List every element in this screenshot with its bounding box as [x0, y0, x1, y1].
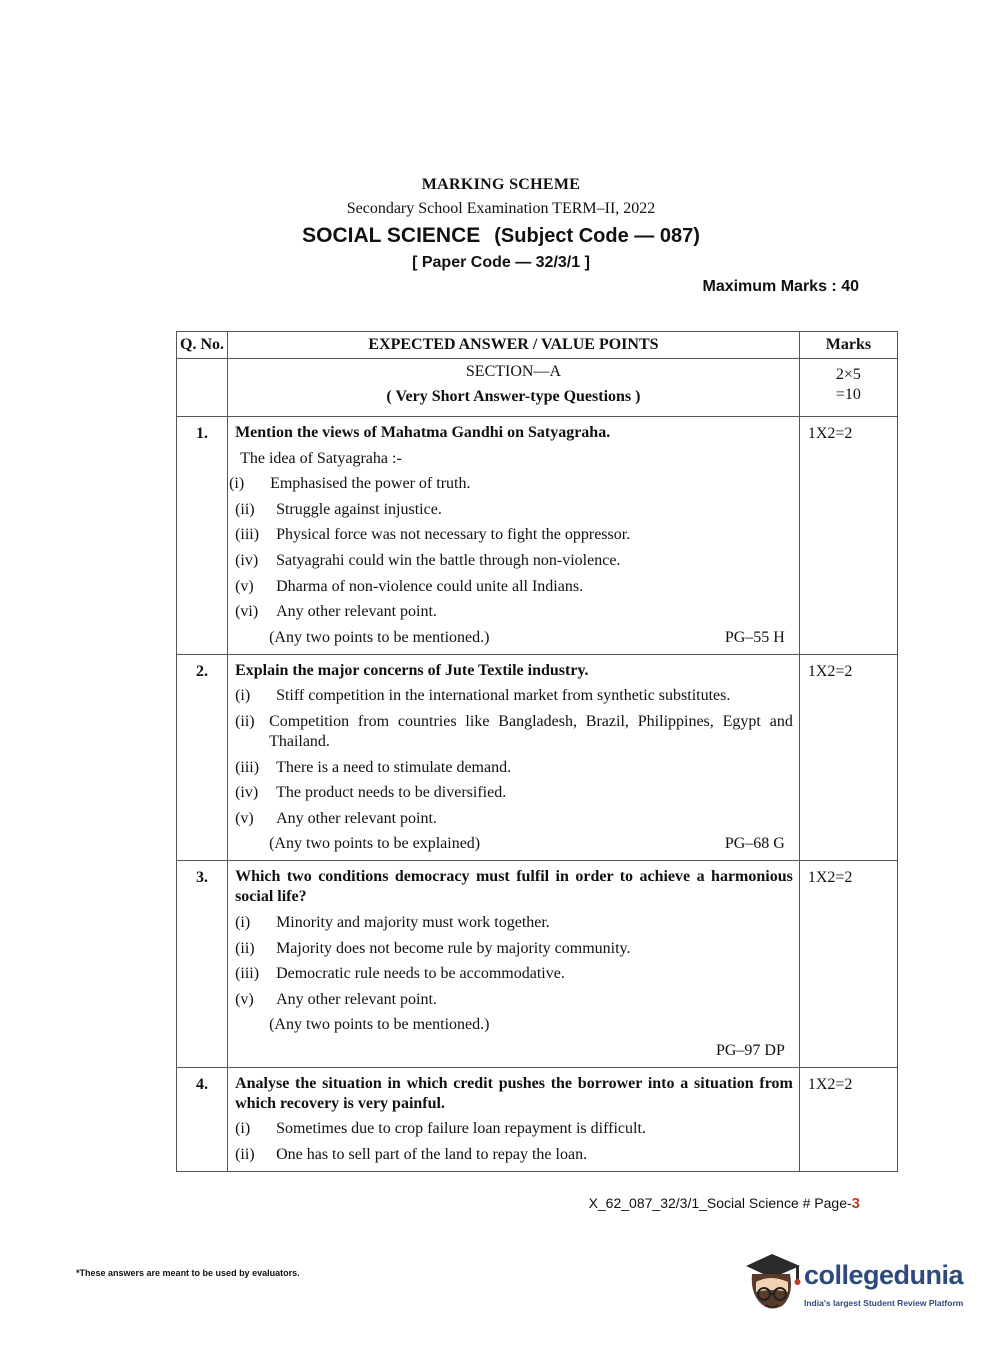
point-number: (ii)	[235, 500, 255, 518]
point-text: Competition from countries like Bangladesh, Brazil, Philippines, Egypt and Thailand.	[269, 712, 793, 750]
list-item	[235, 939, 793, 959]
table-row	[177, 1067, 898, 1171]
logo-name: collegedunia	[804, 1260, 964, 1290]
point-text: Any other relevant point.	[276, 809, 437, 827]
list-item	[235, 809, 793, 829]
question-number: 2.	[177, 654, 228, 861]
answer-cell	[228, 1067, 800, 1171]
list-item	[235, 964, 793, 984]
question-number: 1.	[177, 417, 228, 655]
list-item	[229, 474, 793, 494]
footer-page-code	[589, 1195, 860, 1212]
page-number: 3	[851, 1195, 860, 1212]
point-number: (iii)	[235, 526, 260, 544]
point-text: Stiff competition in the international market from synthetic substitutes.	[276, 687, 731, 705]
point-number: (iii)	[235, 758, 260, 776]
point-number: (i)	[235, 1120, 251, 1138]
list-item	[235, 500, 793, 520]
header-marks: Marks	[799, 332, 897, 359]
point-text: One has to sell part of the land to repay the loan.	[276, 1146, 588, 1164]
point-text: Majority does not become rule by majority community.	[276, 939, 631, 957]
answer-cell	[228, 654, 800, 861]
question-text: Which two conditions democracy must fulfil in order to achieve a harmonious social life?	[235, 868, 793, 906]
page-reference: PG–97 DP	[715, 1041, 785, 1059]
subject-name: SOCIAL SCIENCE	[302, 224, 481, 247]
point-number: (v)	[235, 577, 254, 595]
list-item	[235, 525, 793, 545]
point-text: Democratic rule needs to be accommodative.	[276, 965, 565, 983]
section-marks	[799, 359, 897, 417]
list-item	[235, 1145, 793, 1165]
point-text: The product needs to be diversified.	[276, 784, 507, 802]
point-number: (vi)	[235, 603, 259, 621]
point-text: Sometimes due to crop failure loan repayment is difficult.	[276, 1120, 646, 1138]
point-number: (ii)	[235, 939, 255, 957]
note-text: (Any two points to be mentioned.)	[269, 628, 490, 646]
section-cell	[228, 359, 800, 417]
question-number: 3.	[177, 861, 228, 1068]
answer-note: (Any two points to be mentioned.)	[269, 1016, 490, 1034]
point-number: (iii)	[235, 965, 260, 983]
list-item	[235, 913, 793, 933]
note-text: (Any two points to be explained)	[269, 835, 481, 853]
point-number: (iv)	[235, 551, 259, 569]
marking-table	[176, 331, 898, 1172]
point-text: Struggle against injustice.	[276, 500, 442, 518]
exam-name: Secondary School Examination TERM–II, 2022	[346, 200, 656, 217]
graduate-mascot-icon	[742, 1248, 804, 1318]
list-item	[235, 712, 793, 752]
point-number: (iv)	[235, 784, 259, 802]
point-text: Any other relevant point.	[276, 990, 437, 1008]
point-text: Any other relevant point.	[276, 603, 437, 621]
answer-cell	[228, 417, 800, 655]
point-number: (ii)	[235, 1146, 255, 1164]
answer-note	[235, 834, 793, 854]
section-marks-line1: 2×5	[835, 366, 861, 383]
list-item	[235, 1119, 793, 1139]
list-item	[235, 577, 793, 597]
point-text: Satyagrahi could win the battle through non-violence.	[276, 551, 621, 569]
paper-code: [ Paper Code — 32/3/1 ]	[412, 254, 590, 271]
page-reference: PG–68 G	[724, 835, 785, 853]
page-reference: PG–55 H	[724, 628, 785, 646]
answer-intro: The idea of Satyagraha :-	[240, 449, 402, 467]
point-text: Minority and majority must work together.	[276, 913, 550, 931]
footer-code-text: X_62_087_32/3/1_Social Science # Page-	[588, 1195, 852, 1211]
table-row	[177, 861, 898, 1068]
list-item	[235, 686, 793, 706]
scheme-title: MARKING SCHEME	[421, 176, 581, 193]
point-text: Physical force was not necessary to fight the oppressor.	[276, 526, 631, 544]
point-number: (v)	[235, 809, 254, 827]
point-number: (ii)	[235, 712, 255, 730]
collegedunia-logo	[742, 1248, 972, 1318]
list-item	[235, 758, 793, 778]
section-marks-line2: =10	[835, 386, 861, 403]
question-marks: 1X2=2	[799, 861, 897, 1068]
table-header-row	[177, 332, 898, 359]
header-qno: Q. No.	[177, 332, 228, 359]
list-item	[235, 551, 793, 571]
logo-tagline: India's largest Student Review Platform	[804, 1298, 964, 1308]
subject-heading	[0, 224, 1002, 248]
maximum-marks: Maximum Marks : 40	[702, 278, 859, 295]
point-text: Dharma of non-violence could unite all Indians.	[276, 577, 584, 595]
answer-note	[235, 628, 793, 648]
question-text: Analyse the situation in which credit pushes the borrower into a situation from which recovery is very painful.	[235, 1074, 793, 1112]
header-answer: EXPECTED ANSWER / VALUE POINTS	[228, 332, 800, 359]
question-marks: 1X2=2	[799, 1067, 897, 1171]
question-number: 4.	[177, 1067, 228, 1171]
evaluator-disclaimer: *These answers are meant to be used by evaluators.	[76, 1268, 300, 1278]
list-item	[235, 990, 793, 1010]
point-number: (v)	[235, 990, 254, 1008]
section-row	[177, 359, 898, 417]
table-row	[177, 417, 898, 655]
list-item	[235, 602, 793, 622]
subject-code: (Subject Code — 087)	[494, 225, 700, 247]
section-subtitle: ( Very Short Answer-type Questions )	[386, 388, 641, 405]
question-marks: 1X2=2	[799, 654, 897, 861]
point-number: (i)	[229, 475, 245, 493]
point-text: Emphasised the power of truth.	[270, 475, 471, 493]
section-name: SECTION—A	[465, 363, 561, 380]
list-item	[235, 783, 793, 803]
point-number: (i)	[235, 913, 251, 931]
question-marks: 1X2=2	[799, 417, 897, 655]
point-number: (i)	[235, 687, 251, 705]
point-text: There is a need to stimulate demand.	[276, 758, 512, 776]
answer-cell	[228, 861, 800, 1068]
question-text: Explain the major concerns of Jute Textile industry.	[235, 661, 589, 679]
question-text: Mention the views of Mahatma Gandhi on Satyagraha.	[235, 424, 611, 441]
table-row	[177, 654, 898, 861]
